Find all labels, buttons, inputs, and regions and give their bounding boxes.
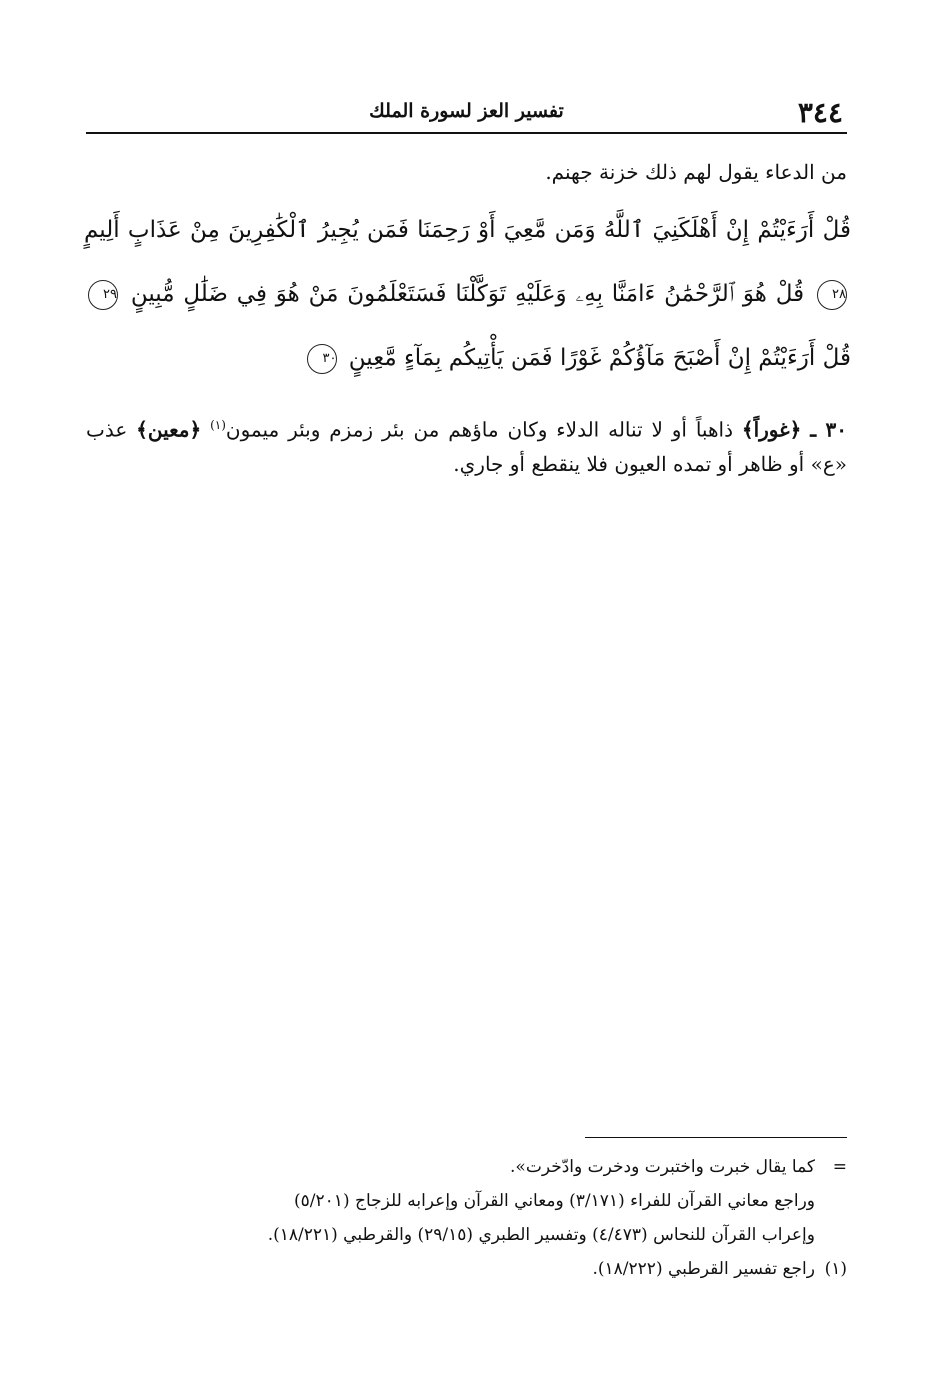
commentary-term-maeen: ﴿معين﴾ [136, 417, 202, 442]
verse-29-text: قُلْ هُوَ ٱلرَّحْمَٰنُ ءَامَنَّا بِهِۦ وَعَلَيْهِ تَوَكَّلْنَا فَسَتَعْلَمُونَ مَنْ هُوَ فِي ضَلَٰلٍ مُّبِينٍ [130, 281, 805, 307]
footnote-line-3: وإعراب القرآن للنحاس (٤/٤٧٣) وتفسير الطبري (٢٩/١٥) والقرطبي (١٨/٢٢١). [267, 1225, 815, 1245]
page-number: ٣٤٤ [797, 96, 843, 129]
footnote-1-marker: (١) [824, 1259, 847, 1279]
footnote-1 [96, 1252, 847, 1286]
footnote-continuation-line [96, 1150, 847, 1184]
footnotes-block [96, 1150, 847, 1286]
commentary-verse-number: ٣٠ ـ [810, 417, 848, 442]
footnote-separator [585, 1137, 847, 1138]
footnote-reference: (١) [210, 418, 226, 432]
verse-28-number: ٢٨ [817, 280, 847, 310]
running-title: تفسير العز لسورة الملك [369, 100, 564, 122]
footnote-line-2: وراجع معاني القرآن للفراء (٣/١٧١) ومعاني القرآن وإعرابه للزجاج (٥/٢٠١) [294, 1191, 815, 1211]
verse-30-text: قُلْ أَرَءَيْتُمْ إِنْ أَصْبَحَ مَآؤُكُمْ غَوْرًا فَمَن يَأْتِيكُم بِمَآءٍ مَّعِينٍ [348, 345, 851, 371]
footnote-continuation-text: كما يقال خبرت واختبرت ودخرت وادّخرت». [510, 1157, 815, 1177]
commentary-term-ghawr: ﴿غوراً﴾ [741, 417, 802, 442]
commentary-paragraph [86, 408, 847, 481]
commentary-text-2: عذب «ع» أو ظاهر أو تمده العيون فلا ينقطع أو جاري. [86, 417, 847, 476]
page-header [86, 92, 847, 134]
quran-verses-block [84, 198, 851, 390]
verse-30-number: ٣٠ [307, 344, 337, 374]
intro-paragraph: من الدعاء يقول لهم ذلك خزنة جهنم. [545, 160, 847, 184]
footnote-continuation-marker: = [832, 1157, 847, 1177]
commentary-text-1: ذاهباً أو لا تناله الدلاء وكان ماؤهم من بئر زمزم وبئر ميمون [225, 417, 733, 442]
verse-29-number: ٢٩ [88, 280, 118, 310]
verse-28-text: قُلْ أَرَءَيْتُمْ إِنْ أَهْلَكَنِيَ ٱللَّهُ وَمَن مَّعِيَ أَوْ رَحِمَنَا فَمَن يُجِيرُ ٱلْكَٰفِرِينَ مِنْ عَذَابٍ أَلِيمٍ [84, 217, 851, 243]
footnote-1-text: راجع تفسير القرطبي (١٨/٢٢٢). [592, 1259, 815, 1279]
